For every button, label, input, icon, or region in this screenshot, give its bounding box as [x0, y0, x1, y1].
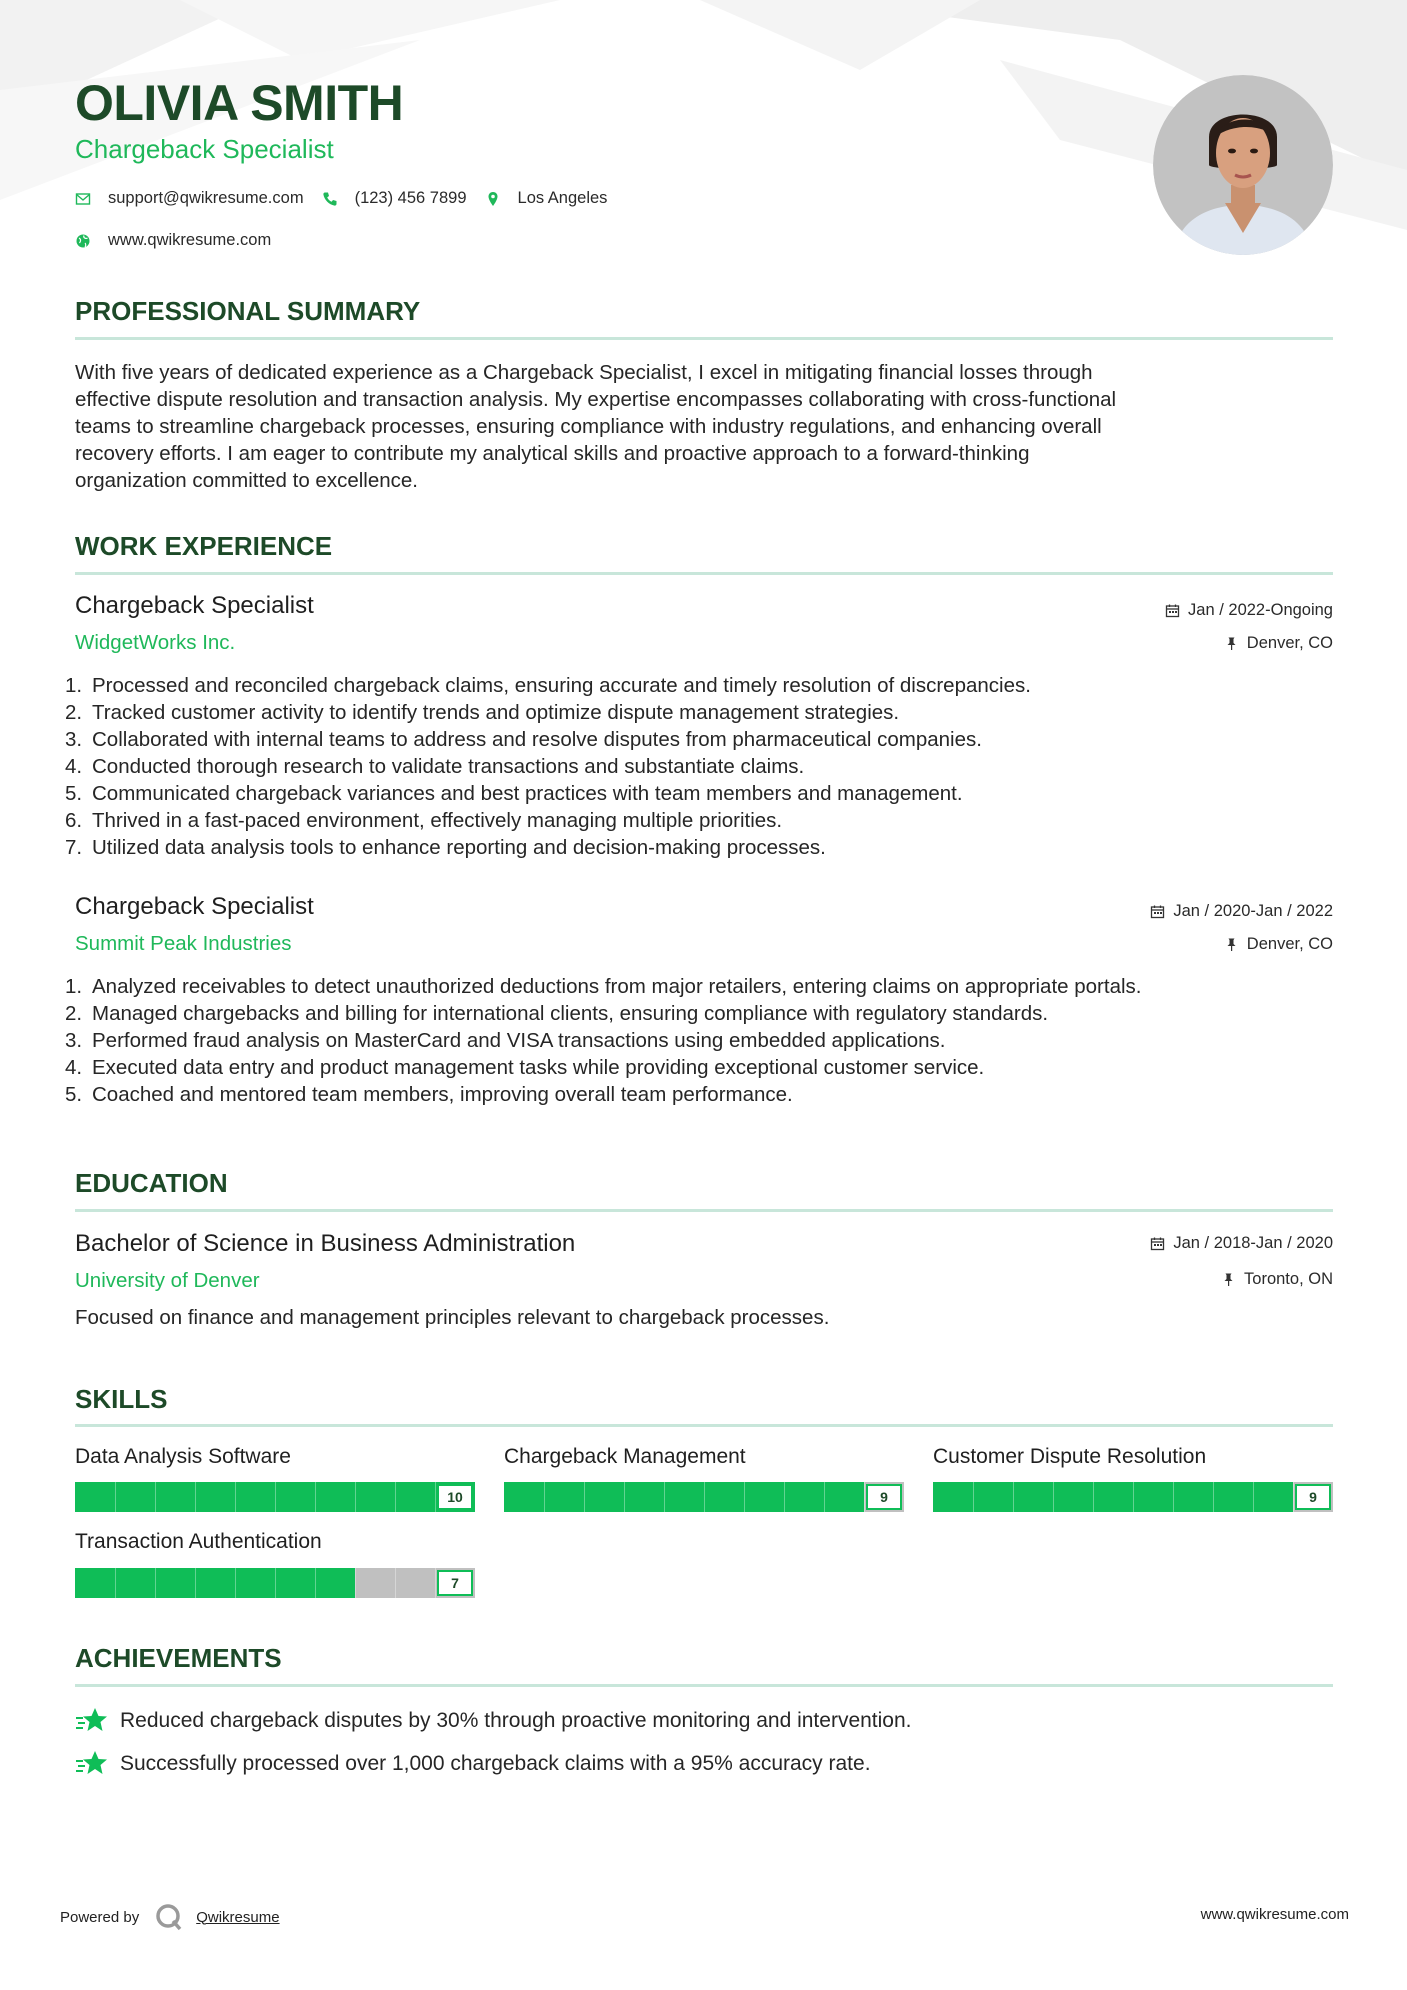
list-item: 2. Managed chargebacks and billing for international clients, ensuring compliance with regulatory standards.	[65, 1002, 1049, 1025]
calendar-icon	[1165, 603, 1180, 618]
footer-brand-link[interactable]: Qwikresume	[196, 1908, 280, 1926]
skill-bar-segment	[435, 1482, 436, 1512]
skill-bar-segment	[864, 1482, 865, 1512]
phone-item[interactable]	[322, 189, 467, 208]
job-location	[1224, 935, 1333, 954]
job-title: Chargeback Specialist	[75, 893, 314, 920]
list-item: 2. Tracked customer activity to identify trends and optimize dispute management strategies.	[65, 701, 900, 724]
skill-bar-segment	[1173, 1482, 1174, 1512]
summary-heading: PROFESSIONAL SUMMARY	[75, 296, 421, 326]
achievement-item	[75, 1706, 912, 1736]
education-location	[1221, 1270, 1333, 1289]
bullet-text: Analyzed receivables to detect unauthorized deductions from major retailers, entering claims on appropriate portals.	[92, 975, 1142, 998]
list-item: 7. Utilized data analysis tools to enhance reporting and decision-making processes.	[65, 836, 826, 859]
website-text: www.qwikresume.com	[108, 231, 272, 249]
job-company: WidgetWorks Inc.	[75, 631, 236, 654]
pushpin-icon	[1224, 636, 1239, 651]
website-row	[75, 231, 289, 250]
summary-line: teams to streamline chargeback processes, ensuring compliance with industry regulations, and enhancing overall	[75, 415, 1102, 438]
calendar-icon	[1150, 904, 1165, 919]
skill-bar-segment	[973, 1482, 974, 1512]
skill-bar	[75, 1568, 475, 1598]
skill-bar-segment	[1013, 1482, 1014, 1512]
skill-bar-segment	[315, 1568, 316, 1598]
job-dates-text: Jan / 2022-Ongoing	[1188, 601, 1333, 619]
website-item[interactable]	[75, 231, 271, 250]
skill-bar-segment	[1133, 1482, 1134, 1512]
skill-bar-fill	[933, 1482, 1293, 1512]
skill-bar-segment	[395, 1568, 396, 1598]
bullet-text: Conducted thorough research to validate transactions and substantiate claims.	[92, 755, 805, 778]
summary-line: effective dispute resolution and transaction analysis. My expertise encompasses collaborating with cross-functional	[75, 388, 1117, 411]
achievements-divider	[75, 1684, 1333, 1687]
job-location	[1224, 634, 1333, 653]
list-item: 4. Executed data entry and product management tasks while providing exceptional customer service.	[65, 1056, 985, 1079]
bullet-text: Coached and mentored team members, improving overall team performance.	[92, 1083, 793, 1106]
education-dates	[1150, 1234, 1333, 1253]
bullet-text: Tracked customer activity to identify trends and optimize dispute management strategies.	[92, 701, 900, 724]
education-location-text: Toronto, ON	[1244, 1270, 1333, 1288]
summary-line: With five years of dedicated experience as a Chargeback Specialist, I excel in mitigating financial losses through	[75, 361, 1093, 384]
skill-bar-segment	[1293, 1482, 1294, 1512]
skill-name: Transaction Authentication	[75, 1530, 322, 1553]
skill-bar-segment	[824, 1482, 825, 1512]
skill-name: Chargeback Management	[504, 1445, 746, 1468]
list-item: 6. Thrived in a fast-paced environment, effectively managing multiple priorities.	[65, 809, 783, 832]
skill-bar	[933, 1482, 1333, 1512]
star-icon	[75, 1749, 109, 1779]
school-name: University of Denver	[75, 1269, 260, 1292]
list-item: 1. Processed and reconciled chargeback claims, ensuring accurate and timely resolution of discrepancies.	[65, 674, 1031, 697]
skill-name: Data Analysis Software	[75, 1445, 291, 1468]
job-dates	[1165, 601, 1333, 620]
phone-icon	[322, 191, 338, 207]
experience-divider	[75, 572, 1333, 575]
calendar-icon	[1150, 1236, 1165, 1251]
skill-bar-segment	[195, 1568, 196, 1598]
candidate-role: Chargeback Specialist	[75, 134, 334, 164]
skill-bar-segment	[115, 1482, 116, 1512]
skill-bar-segment	[235, 1482, 236, 1512]
skill-bar-segment	[355, 1482, 356, 1512]
list-item: 5. Coached and mentored team members, improving overall team performance.	[65, 1083, 793, 1106]
list-item: 3. Collaborated with internal teams to address and resolve disputes from pharmaceutical companies.	[65, 728, 982, 751]
skill-bar-segment	[315, 1482, 316, 1512]
skill-bar-segment	[155, 1482, 156, 1512]
skill-bar-segment	[544, 1482, 545, 1512]
achievement-text: Reduced chargeback disputes by 30% through proactive monitoring and intervention.	[120, 1709, 912, 1732]
bullet-text: Performed fraud analysis on MasterCard and VISA transactions using embedded applications.	[92, 1029, 946, 1052]
skill-bar-segment	[155, 1568, 156, 1598]
bullet-text: Utilized data analysis tools to enhance reporting and decision-making processes.	[92, 836, 826, 859]
location-text: Los Angeles	[517, 189, 608, 207]
bullet-text: Collaborated with internal teams to address and resolve disputes from pharmaceutical companies.	[92, 728, 982, 751]
skill-bar-segment	[355, 1568, 356, 1598]
skill-bar	[75, 1482, 475, 1512]
pushpin-icon	[1224, 937, 1239, 952]
skill-bar-segment	[275, 1568, 276, 1598]
education-heading: EDUCATION	[75, 1168, 228, 1198]
skill-bar-segment	[1093, 1482, 1094, 1512]
job-location-text: Denver, CO	[1246, 935, 1333, 953]
achievement-item	[75, 1749, 871, 1779]
skill-bar-segment	[115, 1568, 116, 1598]
skill-score: 9	[866, 1484, 902, 1510]
education-description: Focused on finance and management principles relevant to chargeback processes.	[75, 1306, 830, 1329]
achievement-text: Successfully processed over 1,000 chargeback claims with a 95% accuracy rate.	[120, 1752, 871, 1775]
envelope-icon	[75, 191, 91, 207]
job-location-text: Denver, CO	[1246, 634, 1333, 652]
skill-bar-segment	[664, 1482, 665, 1512]
skill-score: 10	[437, 1484, 473, 1510]
job-bullets	[65, 672, 1345, 861]
list-item: 3. Performed fraud analysis on MasterCard and VISA transactions using embedded applications.	[65, 1029, 946, 1052]
skill-bar-segment	[744, 1482, 745, 1512]
star-icon	[75, 1706, 109, 1736]
map-pin-icon	[485, 191, 501, 207]
summary-divider	[75, 337, 1333, 340]
location-item	[485, 189, 608, 208]
experience-heading: WORK EXPERIENCE	[75, 531, 333, 561]
bullet-text: Executed data entry and product management tasks while providing exceptional customer service.	[92, 1056, 985, 1079]
candidate-name: OLIVIA SMITH	[75, 75, 404, 131]
job-dates	[1150, 902, 1333, 921]
skill-score: 7	[437, 1570, 473, 1596]
bullet-text: Managed chargebacks and billing for international clients, ensuring compliance with regulatory standards.	[92, 1002, 1049, 1025]
skill-bar	[504, 1482, 904, 1512]
degree-title: Bachelor of Science in Business Administration	[75, 1230, 576, 1257]
globe-icon	[75, 233, 91, 249]
list-item: 1. Analyzed receivables to detect unauthorized deductions from major retailers, entering claims on appropriate portals.	[65, 975, 1142, 998]
contact-row	[75, 189, 625, 208]
qwikresume-logo-icon	[154, 1902, 184, 1932]
skill-bar-fill	[504, 1482, 864, 1512]
email-text: support@qwikresume.com	[108, 189, 304, 207]
bullet-text: Communicated chargeback variances and best practices with team members and management.	[92, 782, 963, 805]
email-item[interactable]	[75, 189, 304, 208]
education-dates-text: Jan / 2018-Jan / 2020	[1173, 1234, 1333, 1252]
footer-powered-by	[60, 1902, 280, 1932]
pushpin-icon	[1221, 1272, 1236, 1287]
job-bullets	[65, 973, 1345, 1108]
skill-bar-segment	[395, 1482, 396, 1512]
skills-heading: SKILLS	[75, 1384, 168, 1414]
skill-bar-segment	[624, 1482, 625, 1512]
skill-bar-segment	[275, 1482, 276, 1512]
profile-photo	[1153, 75, 1333, 255]
summary-line: recovery efforts. I am eager to contribute my analytical skills and proactive approach to a forward-thinking	[75, 442, 1030, 465]
skill-bar-segment	[784, 1482, 785, 1512]
skill-bar-fill	[75, 1568, 355, 1598]
bullet-text: Processed and reconciled chargeback claims, ensuring accurate and timely resolution of discrepancies.	[92, 674, 1031, 697]
skill-score: 9	[1295, 1484, 1331, 1510]
list-item: 5. Communicated chargeback variances and best practices with team members and management.	[65, 782, 963, 805]
footer-website-link[interactable]: www.qwikresume.com	[1200, 1906, 1349, 1923]
phone-text: (123) 456 7899	[354, 189, 467, 207]
achievements-heading: ACHIEVEMENTS	[75, 1643, 282, 1673]
skill-bar-segment	[1253, 1482, 1254, 1512]
job-company: Summit Peak Industries	[75, 932, 292, 955]
skill-bar-segment	[1213, 1482, 1214, 1512]
skill-bar-segment	[704, 1482, 705, 1512]
skill-bar-segment	[435, 1568, 436, 1598]
job-dates-text: Jan / 2020-Jan / 2022	[1173, 902, 1333, 920]
summary-text	[75, 359, 1333, 494]
skills-divider	[75, 1424, 1333, 1427]
skill-bar-segment	[584, 1482, 585, 1512]
skill-bar-segment	[195, 1482, 196, 1512]
summary-line: organization committed to excellence.	[75, 469, 418, 492]
powered-by-label: Powered by	[60, 1908, 140, 1926]
list-item: 4. Conducted thorough research to validate transactions and substantiate claims.	[65, 755, 805, 778]
skill-bar-segment	[1053, 1482, 1054, 1512]
bullet-text: Thrived in a fast-paced environment, effectively managing multiple priorities.	[92, 809, 783, 832]
skill-bar-segment	[235, 1568, 236, 1598]
education-divider	[75, 1209, 1333, 1212]
job-title: Chargeback Specialist	[75, 592, 314, 619]
skill-name: Customer Dispute Resolution	[933, 1445, 1207, 1468]
